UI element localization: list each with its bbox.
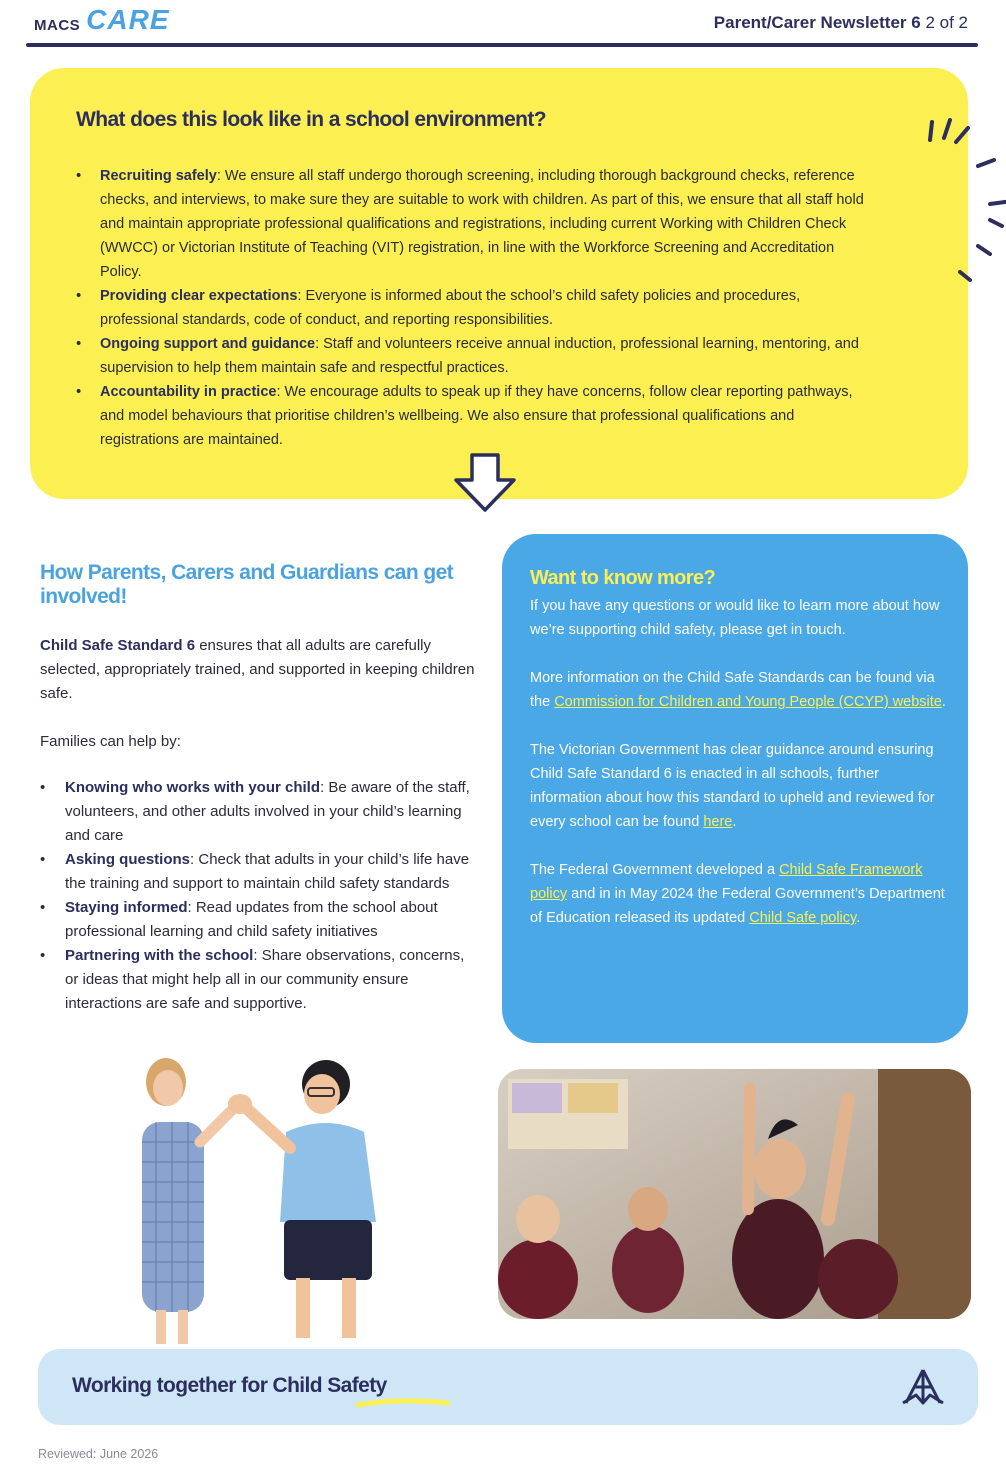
reviewed-date: Reviewed: June 2026 [38,1447,159,1461]
paragraph-text: . [856,910,861,926]
down-arrow-icon [452,452,518,514]
list-item [76,284,876,332]
newsletter-title [714,13,968,33]
page-header [30,0,978,48]
families-label: Families can help by: [40,733,181,750]
list-item-text: : Share observations, concerns, or ideas that might help all in our community ensure interactions are safe and supportive. [65,947,465,1012]
school-section-title: What does this look like in a school environment? [76,108,547,131]
list-item [76,164,876,284]
know-more-body [530,594,950,954]
page-number: 2 of 2 [925,13,968,32]
know-more-paragraph-2 [530,666,950,714]
know-more-title: Want to know more? [530,567,716,589]
list-item-term: Asking questions [65,851,191,868]
involved-section-title: How Parents, Carers and Guardians can get involved! [40,561,454,608]
footer-banner-text: Working together for Child Safety [72,1374,387,1397]
list-item [40,944,480,1016]
list-item-term: Knowing who works with your child [65,779,320,796]
list-item-term: Staying informed [65,899,188,916]
list-item [40,896,480,944]
know-more-panel [502,534,968,1043]
list-item [76,332,876,380]
list-item-text: : Everyone is informed about the school’s child safety policies and procedures, professional standards, code of conduct, and reporting responsibilities. [100,288,801,328]
intro-rest: ensures that all adults are carefully selected, appropriately trained, and supported in keeping children safe. [40,637,475,702]
involved-intro [40,634,480,778]
footer-banner [38,1349,978,1425]
intro-paragraph [40,634,480,706]
header-divider [26,43,978,47]
classroom-students-image [498,1069,971,1319]
know-more-paragraph-1: If you have any questions or would like to learn more about how we’re supporting child safety, please get in touch. [530,598,940,638]
macs-care-logo [34,6,170,34]
newsletter-name: Parent/Carer Newsletter 6 [713,13,921,32]
list-item-text: : We ensure all staff undergo thorough screening, including thorough background checks, reference checks, and interviews, to make sure they are suitable to work with children. As part of this, we ensure that all staff hold and maintain appropriate professional qualifications and registrations, including current Working with Children Check (WWCC) or Victorian Institute of Teaching (VIT) registration, in line with the Workforce Screening and Accreditation Policy. [100,168,864,280]
list-item [40,848,480,896]
decorative-dashes-icon [920,118,1006,288]
here-link[interactable]: here [703,814,733,830]
paragraph-text: . [941,694,946,710]
macs-emblem-icon [900,1367,946,1407]
paragraph-text: . [732,814,737,830]
paragraph-text: The Federal Government developed a [530,862,780,878]
classroom-photo-illustration [498,1069,971,1319]
list-item [40,776,480,848]
child-safe-framework-link[interactable]: Child Safe Framework policy [530,862,923,902]
intro-bold: Child Safe Standard 6 [40,637,196,654]
list-item [76,380,876,452]
paragraph-text: and in in May 2024 the Federal Government’s Department of Education released its updated [530,886,945,926]
list-item-text: : Be aware of the staff, volunteers, and other adults involved in your child’s learning and care [65,779,470,844]
yellow-swoosh-icon [356,1396,450,1410]
list-item-term: Recruiting safely [100,168,217,184]
students-high-five-image [120,1052,420,1348]
paragraph-text: More information on the Child Safe Standards can be found via the [530,670,935,710]
list-item-term: Partnering with the school [65,947,254,964]
list-item-text: : Staff and volunteers receive annual induction, professional learning, mentoring, and supervision to help them maintain safe and respectful practices. [100,336,859,376]
list-item-term: Providing clear expectations [100,288,298,304]
list-item-term: Ongoing support and guidance [100,336,316,352]
list-item-text: : We encourage adults to speak up if they have concerns, follow clear reporting pathways, and model behaviours that prioritise children’s wellbeing. We also ensure that professional qualifications and registrations are maintained. [100,384,853,448]
list-item-text: : Read updates from the school about professional learning and child safety initiatives [65,899,438,940]
list-item-text: : Check that adults in your child’s life have the training and support to maintain child safety standards [65,851,470,892]
know-more-paragraph-3 [530,738,950,834]
list-item-term: Accountability in practice [100,384,277,400]
logo-care-text: CARE [86,4,170,35]
school-practices-list [76,164,876,452]
ccyp-website-link[interactable]: Commission for Children and Young People (CCYP) website [554,694,942,710]
school-environment-panel [30,68,968,499]
families-help-list [40,776,480,1016]
paragraph-text: The Victorian Government has clear guidance around ensuring Child Safe Standard 6 is enacted in all schools, further information about how this standard to upheld and reviewed for every school can be found [530,742,935,830]
child-safe-policy-link[interactable]: Child Safe policy [749,910,857,926]
logo-macs-text: MACS [34,17,81,34]
know-more-paragraph-4 [530,858,950,930]
